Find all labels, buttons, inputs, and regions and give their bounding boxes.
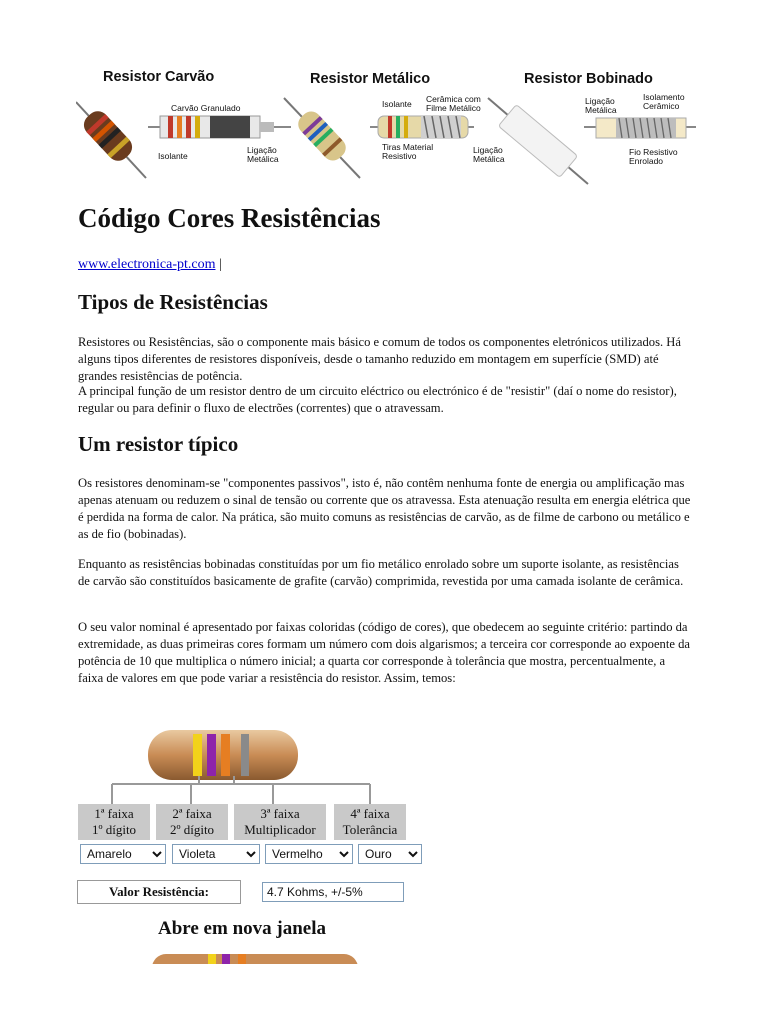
resistor-color-diagram (76, 724, 426, 804)
label-bobinado-ligacao-2: Metálica (585, 105, 617, 115)
band-2-select[interactable] (172, 844, 260, 864)
label-carvao-ligacao-1: Ligação (247, 145, 277, 155)
label-carvao-isolante: Isolante (158, 151, 188, 161)
resistor-illustrations (76, 66, 696, 186)
banner-title-metalico: Resistor Metálico (310, 71, 431, 87)
band-1-line1: 1ª faixa (94, 806, 134, 821)
label-metalico-isolante: Isolante (382, 99, 412, 109)
band-4-tolerance (241, 734, 249, 776)
label-metalico-ligacao-1: Ligação (473, 145, 503, 155)
band-1-label (78, 804, 150, 840)
band-2-line2: 2º dígito (169, 822, 215, 837)
source-link[interactable]: www.electronica-pt.com (78, 257, 216, 272)
band-4-line2: Tolerância (342, 822, 398, 837)
paragraph-tipos-1: Resistores ou Resistências, são o componente mais básico e comum de todos os componentes eletrónicos utilizados. Há alguns tipos diferentes de resistores disponíveis, desde o tamanho reduzido em montagem em superfície (SMD) até grandes resistências de potência. (78, 335, 681, 383)
band-4-select[interactable] (358, 844, 422, 864)
label-bobinado-isolamento-2: Cerâmico (643, 101, 680, 111)
band-2-label (156, 804, 228, 840)
label-metalico-ceramica-1: Cerâmica com (426, 94, 481, 104)
section-heading-tipos: Tipos de Resistências (78, 290, 268, 314)
label-metalico-tiras-1: Tiras Material (382, 142, 434, 152)
banner-title-bobinado: Resistor Bobinado (524, 71, 653, 87)
metal-film-resistor-drawing (284, 98, 360, 178)
resistor-preview-cropped (148, 950, 368, 964)
wirewound-cutaway-drawing (584, 118, 696, 138)
wirewound-resistor-drawing (488, 98, 588, 184)
link-separator: | (215, 257, 222, 272)
band-3-orange (221, 734, 230, 776)
banner-title-carvao: Resistor Carvão (103, 69, 215, 85)
color-code-calculator (76, 724, 426, 904)
paragraph-tipos-2: A principal função de um resistor dentro de um circuito eléctrico ou electrónico é de "resistir" (daí o nome do resistor), regular ou para definir o fluxo de electrões (correntes) que o atravessam. (78, 384, 677, 415)
carbon-cutaway-drawing (148, 116, 291, 138)
label-metalico-tiras-2: Resistivo (382, 151, 417, 161)
label-carvao-ligacao-2: Metálica (247, 154, 279, 164)
label-bobinado-isolamento-1: Isolamento (643, 92, 685, 102)
band-4-line1: 4ª faixa (350, 806, 390, 821)
band-4-label (334, 804, 406, 840)
paragraph-tipico-3: O seu valor nominal é apresentado por faixas coloridas (código de cores), que obedecem ao seguinte critério: partindo da extremidade, as duas primeiras cores formam um número com dois algarismos; a terceira cor corresponde ao expoente da potência de 10 que multiplica o número inicial; a quarta cor corresponde à tolerância que mostra, percentualmente, a faixa de valores em que pode variar a resistência do resistor. Assim, temos: (78, 620, 690, 685)
band-3-line1: 3ª faixa (260, 806, 300, 821)
result-value-field[interactable] (262, 882, 404, 902)
band-3-label (234, 804, 326, 840)
band-1-select[interactable] (80, 844, 166, 864)
paragraph-tipico-1: Os resistores denominam-se "componentes passivos", isto é, não contêm nenhuma fonte de energia ou amplificação mas apenas atenuam ou reduzem o sinal de tensão ou corrente que os atravessa. Esta atenuação resulta em energia elétrica que é perdida na forma de calor. Na prática, são muito comuns as resistências de carvão, as de filme de carbono ou metálico e as de fio (bobinadas). (78, 476, 691, 541)
band-1-line2: 1º dígito (91, 822, 137, 837)
label-bobinado-fio-2: Enrolado (629, 156, 664, 166)
label-carvao-granulado: Carvão Granulado (171, 103, 241, 113)
label-bobinado-fio-1: Fio Resistivo (629, 147, 678, 157)
result-label: Valor Resistência: (77, 880, 241, 904)
band-3-line2: Multiplicador (244, 822, 316, 837)
band-2-violet (207, 734, 216, 776)
band-1-yellow (193, 734, 202, 776)
open-new-window-link[interactable]: Abre em nova janela (158, 918, 326, 939)
band-2-line1: 2ª faixa (172, 806, 212, 821)
section-heading-tipico: Um resistor típico (78, 432, 239, 456)
label-metalico-ceramica-2: Filme Metálico (426, 103, 481, 113)
page-title: Código Cores Resistências (78, 203, 381, 233)
band-3-select[interactable] (265, 844, 353, 864)
source-link-line (78, 257, 222, 273)
resistor-types-banner (76, 66, 696, 186)
carbon-resistor-drawing (76, 102, 146, 178)
label-metalico-ligacao-2: Metálica (473, 154, 505, 164)
paragraph-tipico-2: Enquanto as resistências bobinadas constituídas por um fio metálico enrolado sobre um suporte isolante, as resistências de carvão são constituídos basicamente de grafite (carvão) comprimida, revestida por uma camada isolante de cerâmica. (78, 557, 684, 588)
metal-cutaway-drawing (370, 116, 474, 138)
label-bobinado-ligacao-1: Ligação (585, 96, 615, 106)
